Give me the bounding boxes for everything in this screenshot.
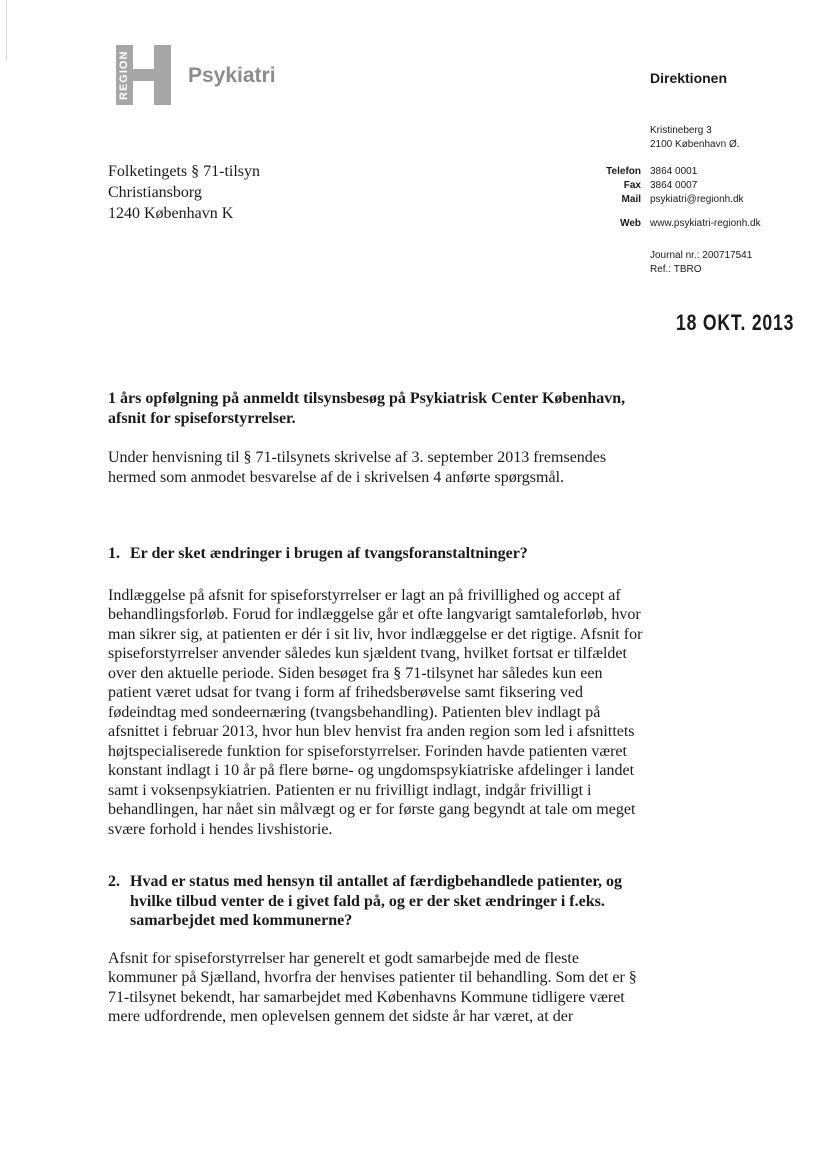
recipient-address bbox=[108, 161, 260, 224]
question-number: 1. bbox=[108, 545, 120, 562]
question-heading bbox=[108, 544, 648, 564]
contact-phone bbox=[580, 165, 761, 179]
address-line: Kristineberg 3 bbox=[650, 125, 712, 136]
contact-value: 3864 0001 bbox=[650, 166, 698, 177]
journal-number: Journal nr.: 200717541 bbox=[650, 250, 753, 261]
question-heading bbox=[108, 872, 648, 931]
contact-label: Telefon bbox=[606, 166, 641, 177]
contact-block bbox=[580, 165, 761, 231]
department: Direktionen bbox=[650, 70, 728, 86]
contact-fax bbox=[580, 179, 761, 193]
recipient-line: Christiansborg bbox=[108, 184, 202, 201]
address-line: 2100 København Ø. bbox=[650, 139, 740, 150]
contact-label: Mail bbox=[621, 194, 641, 205]
logo-region-text: REGION bbox=[118, 50, 130, 100]
brand-name: Psykiatri bbox=[188, 64, 276, 87]
question-text: Hvad er status med hensyn til antallet af færdigbehandlede patienter, og hvilke tilbud venter de i givet fald på, og er der sket ændringer i f.eks. samarbejdet med kommunerne? bbox=[130, 873, 623, 929]
letter-body bbox=[108, 389, 648, 1027]
question-number: 2. bbox=[108, 873, 120, 890]
journal-block bbox=[650, 249, 752, 277]
contact-value: 3864 0007 bbox=[650, 180, 698, 191]
contact-label: Fax bbox=[623, 180, 641, 191]
intro-paragraph: Under henvisning til § 71-tilsynets skrivelse af 3. september 2013 fremsendes hermed som anmodet besvarelse af de i skrivelsen 4 anførte spørgsmål. bbox=[108, 449, 607, 486]
reference: Ref.: TBRO bbox=[650, 264, 702, 275]
contact-value: psykiatri@regionh.dk bbox=[650, 194, 744, 205]
contact-web bbox=[580, 217, 761, 231]
scan-edge bbox=[6, 0, 7, 60]
answer-paragraph: Indlæggelse på afsnit for spiseforstyrrelser er lagt an på frivillighed og accept af behandlingsforløb. Forud for indlæggelse går et ofte langvarigt samtaleforløb, hvor man sikrer sig, at patienten er dér i sit liv, hvor indlæggelse er det rigtige. Afsnit for spiseforstyrrelser anvender således kun sjældent tvang, hvilket fortsat er tilfældet over den aktuelle periode. Siden besøget fra § 71-tilsynet har således kun een patient været udsat for tvang i form af frihedsberøvelse samt fiksering ved fødeindtag med sondeernæring (tvangsbehandling). Patienten blev indlagt på afsnittet i februar 2013, hvor hun blev henvist fra anden region som led i afsnittets højtspecialiserede funktion for spiseforstyrrelser. Forinden havde patienten været konstant indlagt i 10 år på flere børne- og ungdomspsykiatriske afdelinger i landet samt i voksenpsykiatrien. Patienten er nu frivilligt indlagt, indgår frivilligt i behandlingen, har nået sin målvægt og er for første gang begyndt at tale om meget svære forhold i hendes livshistorie. bbox=[108, 586, 643, 838]
contact-value: www.psykiatri-regionh.dk bbox=[650, 218, 761, 229]
recipient-line: Folketingets § 71-tilsyn bbox=[108, 163, 260, 180]
sender-address bbox=[650, 124, 740, 152]
recipient-line: 1240 København K bbox=[108, 205, 234, 222]
question-text: Er der sket ændringer i brugen af tvangsforanstaltninger? bbox=[130, 545, 528, 562]
letter-title: 1 års opfølgning på anmeldt tilsynsbesøg på Psykiatrisk Center København, afsnit for spiseforstyrrelser. bbox=[108, 390, 626, 427]
contact-label: Web bbox=[620, 218, 641, 229]
date-stamp: 18 OKT. 2013 bbox=[676, 310, 795, 335]
region-logo bbox=[116, 45, 172, 105]
answer-paragraph: Afsnit for spiseforstyrrelser har generelt et godt samarbejde med de fleste kommuner på Sjælland, hvorfra der henvises patienter til behandling. Som det er § 71-tilsynet bekendt, har samarbejdet med Københavns Kommune tidligere været mere udfordrende, men oplevelsen gennem det sidste år har været, at der bbox=[108, 949, 637, 1025]
contact-mail bbox=[580, 193, 761, 207]
